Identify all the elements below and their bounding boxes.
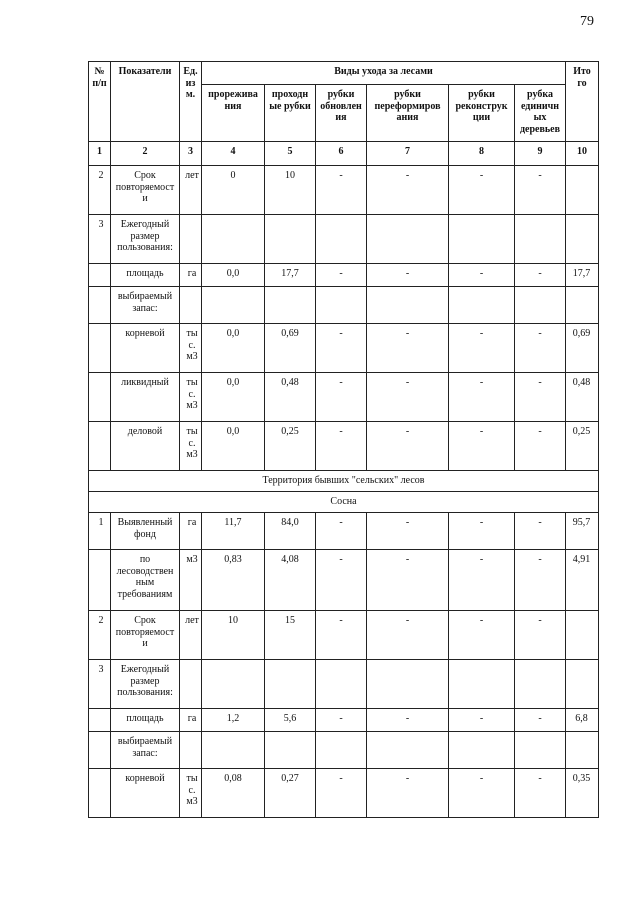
header-care-type-1: прорежива ния [202, 85, 265, 142]
row-number [89, 769, 111, 818]
value-cell [449, 287, 515, 324]
value-cell [566, 732, 599, 769]
value-cell: - [449, 324, 515, 373]
value-cell: 10 [202, 611, 265, 660]
value-cell: 0,27 [265, 769, 316, 818]
value-cell [566, 660, 599, 709]
unit-cell: м3 [180, 550, 202, 611]
indicator-cell: выбираемый запас: [111, 287, 180, 324]
header-unit: Ед. из м. [180, 62, 202, 142]
unit-cell: лет [180, 166, 202, 215]
value-cell: 0,25 [566, 422, 599, 471]
value-cell [566, 215, 599, 264]
row-number: 3 [89, 660, 111, 709]
column-number: 1 [89, 142, 111, 166]
value-cell: 0 [202, 166, 265, 215]
value-cell: - [367, 611, 449, 660]
header-care-types-title: Виды ухода за лесами [202, 62, 566, 85]
value-cell: - [316, 166, 367, 215]
value-cell: - [515, 550, 566, 611]
value-cell [367, 660, 449, 709]
table-row [89, 166, 599, 215]
table-row [89, 611, 599, 660]
row-number [89, 264, 111, 287]
indicator-cell: корневой [111, 324, 180, 373]
table-row [89, 287, 599, 324]
indicator-cell: ликвидный [111, 373, 180, 422]
header-row-top [89, 62, 599, 85]
value-cell: - [515, 422, 566, 471]
unit-cell: ты с. м3 [180, 769, 202, 818]
value-cell: - [515, 324, 566, 373]
value-cell [566, 287, 599, 324]
value-cell: - [449, 422, 515, 471]
value-cell: 0,48 [566, 373, 599, 422]
value-cell: 0,83 [202, 550, 265, 611]
value-cell: - [449, 373, 515, 422]
value-cell: - [316, 513, 367, 550]
value-cell: - [367, 550, 449, 611]
table-row [89, 732, 599, 769]
value-cell: - [515, 166, 566, 215]
value-cell [367, 732, 449, 769]
value-cell [515, 287, 566, 324]
header-care-type-5: рубки реконструк ции [449, 85, 515, 142]
value-cell: - [515, 769, 566, 818]
value-cell: - [316, 550, 367, 611]
indicator-cell: Ежегодный размер пользования: [111, 660, 180, 709]
column-numbers-row [89, 142, 599, 166]
unit-cell: га [180, 264, 202, 287]
value-cell: - [449, 550, 515, 611]
value-cell: 0,69 [265, 324, 316, 373]
unit-cell [180, 215, 202, 264]
value-cell: - [449, 513, 515, 550]
value-cell: 5,6 [265, 709, 316, 732]
value-cell: - [515, 709, 566, 732]
value-cell: 0,0 [202, 373, 265, 422]
header-care-type-6: рубка единичн ых деревьев [515, 85, 566, 142]
value-cell [316, 287, 367, 324]
value-cell [449, 215, 515, 264]
row-number: 1 [89, 513, 111, 550]
table-row [89, 513, 599, 550]
value-cell [515, 215, 566, 264]
value-cell: 10 [265, 166, 316, 215]
value-cell: - [515, 373, 566, 422]
value-cell: - [367, 422, 449, 471]
value-cell: - [316, 709, 367, 732]
value-cell [202, 287, 265, 324]
column-number: 6 [316, 142, 367, 166]
value-cell: 95,7 [566, 513, 599, 550]
row-number: 2 [89, 611, 111, 660]
value-cell: - [316, 769, 367, 818]
section-row [89, 471, 599, 492]
value-cell [265, 660, 316, 709]
value-cell [515, 660, 566, 709]
value-cell: 17,7 [265, 264, 316, 287]
value-cell: 0,48 [265, 373, 316, 422]
value-cell [367, 287, 449, 324]
value-cell [202, 732, 265, 769]
column-number: 7 [367, 142, 449, 166]
unit-cell: ты с. м3 [180, 373, 202, 422]
table-row [89, 550, 599, 611]
value-cell: - [449, 769, 515, 818]
value-cell: - [449, 264, 515, 287]
indicator-cell: корневой [111, 769, 180, 818]
value-cell: 1,2 [202, 709, 265, 732]
value-cell: - [316, 611, 367, 660]
value-cell [316, 660, 367, 709]
value-cell: - [449, 166, 515, 215]
column-number: 2 [111, 142, 180, 166]
unit-cell: га [180, 513, 202, 550]
row-number: 2 [89, 166, 111, 215]
table-row [89, 422, 599, 471]
value-cell: - [449, 611, 515, 660]
indicator-cell: Срок повторяемост и [111, 611, 180, 660]
unit-cell [180, 287, 202, 324]
row-number [89, 373, 111, 422]
value-cell [367, 215, 449, 264]
value-cell [515, 732, 566, 769]
row-number: 3 [89, 215, 111, 264]
header-care-type-3: рубки обновлен ия [316, 85, 367, 142]
header-total: Ито го [566, 62, 599, 142]
value-cell: - [367, 373, 449, 422]
value-cell: - [367, 769, 449, 818]
value-cell: - [316, 422, 367, 471]
value-cell: 84,0 [265, 513, 316, 550]
forest-care-table [88, 61, 599, 818]
value-cell: 0,69 [566, 324, 599, 373]
unit-cell: лет [180, 611, 202, 660]
section-title: Территория бывших "сельских" лесов [89, 471, 599, 492]
value-cell [449, 732, 515, 769]
value-cell [265, 287, 316, 324]
value-cell: 4,91 [566, 550, 599, 611]
indicator-cell: деловой [111, 422, 180, 471]
section-row [89, 492, 599, 513]
value-cell: 0,0 [202, 324, 265, 373]
value-cell: 17,7 [566, 264, 599, 287]
value-cell [265, 732, 316, 769]
indicator-cell: площадь [111, 264, 180, 287]
table-row [89, 373, 599, 422]
value-cell [265, 215, 316, 264]
unit-cell: ты с. м3 [180, 324, 202, 373]
column-number: 3 [180, 142, 202, 166]
indicator-cell: выбираемый запас: [111, 732, 180, 769]
table-row [89, 324, 599, 373]
value-cell: - [316, 373, 367, 422]
row-number [89, 422, 111, 471]
table-row [89, 769, 599, 818]
value-cell: - [367, 264, 449, 287]
indicator-cell: площадь [111, 709, 180, 732]
table-row [89, 215, 599, 264]
value-cell: - [367, 324, 449, 373]
value-cell: 4,08 [265, 550, 316, 611]
row-number [89, 709, 111, 732]
value-cell [316, 215, 367, 264]
unit-cell [180, 660, 202, 709]
value-cell: 0,25 [265, 422, 316, 471]
row-number [89, 732, 111, 769]
row-number [89, 550, 111, 611]
indicator-cell: Выявленный фонд [111, 513, 180, 550]
value-cell: - [316, 324, 367, 373]
table-row [89, 709, 599, 732]
indicator-cell: Срок повторяемост и [111, 166, 180, 215]
column-number: 8 [449, 142, 515, 166]
value-cell: - [449, 709, 515, 732]
column-number: 10 [566, 142, 599, 166]
value-cell: 0,0 [202, 422, 265, 471]
header-num: № п/п [89, 62, 111, 142]
value-cell: 0,0 [202, 264, 265, 287]
value-cell [449, 660, 515, 709]
unit-cell: га [180, 709, 202, 732]
value-cell: 11,7 [202, 513, 265, 550]
unit-cell: ты с. м3 [180, 422, 202, 471]
value-cell: - [515, 611, 566, 660]
value-cell: - [367, 513, 449, 550]
value-cell: - [515, 264, 566, 287]
indicator-cell: по лесоводствен ным требованиям [111, 550, 180, 611]
value-cell: - [367, 166, 449, 215]
value-cell [566, 611, 599, 660]
value-cell: 0,08 [202, 769, 265, 818]
table-row [89, 660, 599, 709]
header-indicator: Показатели [111, 62, 180, 142]
column-number: 5 [265, 142, 316, 166]
value-cell: - [367, 709, 449, 732]
indicator-cell: Ежегодный размер пользования: [111, 215, 180, 264]
table-row [89, 264, 599, 287]
column-number: 9 [515, 142, 566, 166]
value-cell [202, 660, 265, 709]
value-cell: 6,8 [566, 709, 599, 732]
value-cell [316, 732, 367, 769]
header-care-type-4: рубки переформиров ания [367, 85, 449, 142]
column-number: 4 [202, 142, 265, 166]
value-cell: 0,35 [566, 769, 599, 818]
value-cell: - [515, 513, 566, 550]
value-cell: - [316, 264, 367, 287]
value-cell: 15 [265, 611, 316, 660]
header-care-type-2: проходн ые рубки [265, 85, 316, 142]
row-number [89, 287, 111, 324]
value-cell [202, 215, 265, 264]
unit-cell [180, 732, 202, 769]
value-cell [566, 166, 599, 215]
page-number: 79 [580, 14, 594, 29]
section-title: Сосна [89, 492, 599, 513]
row-number [89, 324, 111, 373]
